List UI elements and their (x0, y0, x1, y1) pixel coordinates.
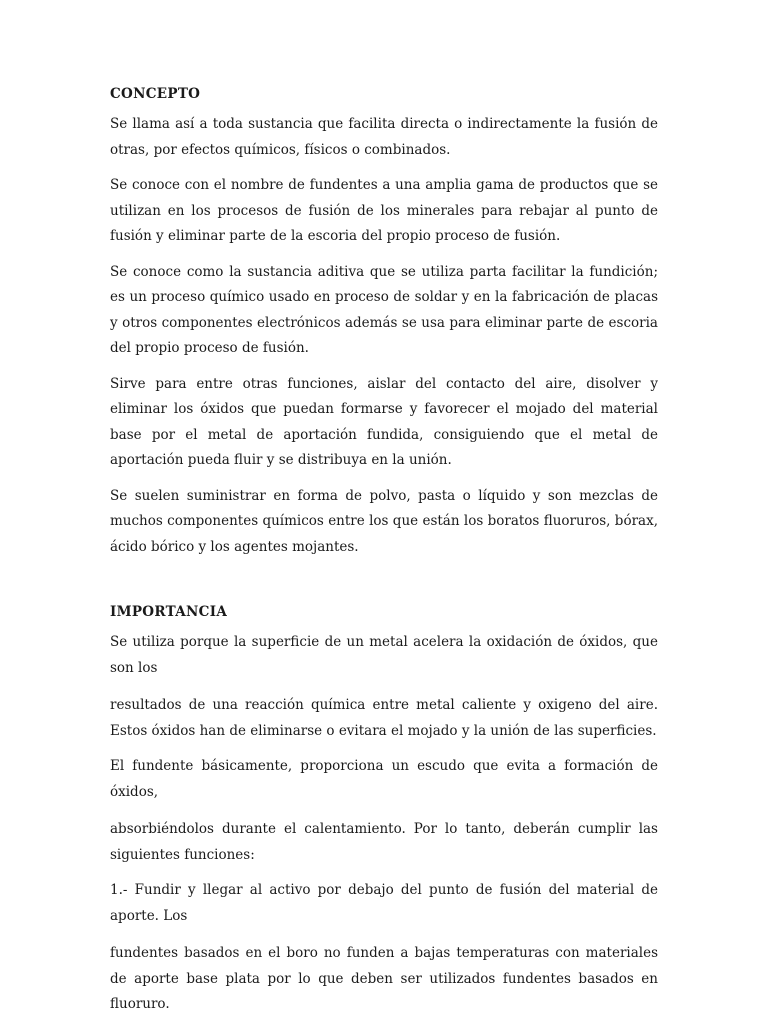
paragraph: Se suelen suministrar en forma de polvo, pasta o líquido y son mezclas de muchos componentes químicos entre los que están los boratos fluoruros, bórax, ácido bórico y los agentes mojantes. (110, 487, 658, 555)
document-page (110, 82, 658, 1018)
paragraph: Se conoce como la sustancia aditiva que se utiliza parta facilitar la fundición; es un proceso químico usado en proceso de soldar y en la fabricación de placas y otros componentes electrónicos además se usa para eliminar parte de escoria del propio proceso de fusión. (110, 263, 658, 356)
paragraph: Se utiliza porque la superficie de un metal acelera la oxidación de óxidos, que son los (110, 634, 658, 676)
paragraph: 1.- Fundir y llegar al activo por debajo del punto de fusión del material de aporte. Los (110, 882, 658, 924)
section-heading-importancia: IMPORTANCIA (110, 604, 228, 620)
paragraph: Se llama así a toda sustancia que facilita directa o indirectamente la fusión de otras, por efectos químicos, físicos o combinados. (110, 116, 658, 158)
paragraph: El fundente básicamente, proporciona un escudo que evita a formación de óxidos, (110, 758, 658, 800)
section-heading-concepto: CONCEPTO (110, 86, 201, 102)
paragraph: absorbiéndolos durante el calentamiento. Por lo tanto, deberán cumplir las siguientes funciones: (110, 821, 658, 863)
paragraph: Sirve para entre otras funciones, aislar del contacto del aire, disolver y eliminar los óxidos que puedan formarse y favorecer el mojado del material base por el metal de aportación fundida, consiguiendo que el metal de aportación pueda fluir y se distribuya en la unión. (110, 375, 658, 468)
paragraph: Se conoce con el nombre de fundentes a una amplia gama de productos que se utilizan en los procesos de fusión de los minerales para rebajar al punto de fusión y eliminar parte de la escoria del propio proceso de fusión. (110, 177, 658, 244)
paragraph: resultados de una reacción química entre metal caliente y oxigeno del aire. Estos óxidos han de eliminarse o evitara el mojado y la unión de las superficies. (110, 697, 658, 739)
paragraph: fundentes basados en el boro no funden a bajas temperaturas con materiales de aporte base plata por lo que deben ser utilizados fundentes basados en fluoruro. (110, 945, 658, 1012)
